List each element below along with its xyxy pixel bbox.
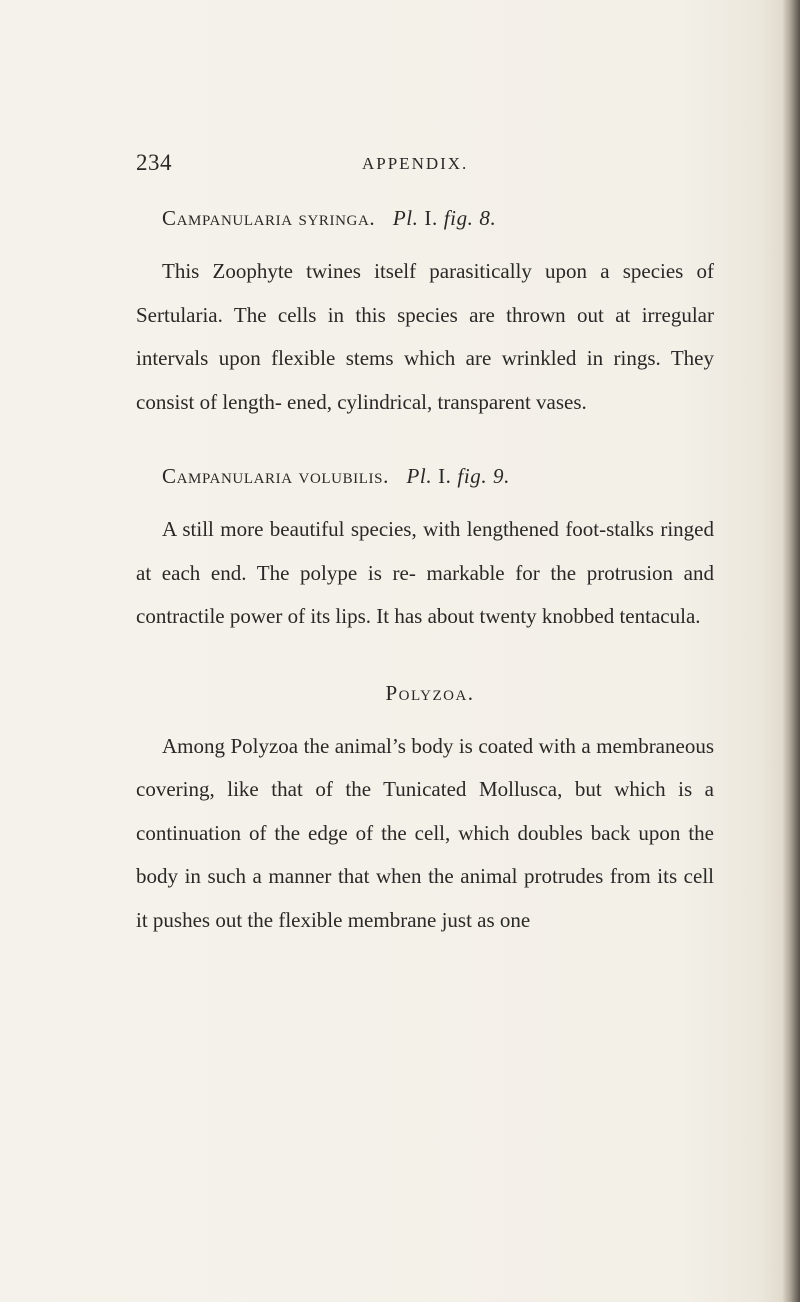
section-body-campanularia-syringa: This Zoophyte twines itself parasitically upon a species of Sertularia. The cells in this species are thrown out at irregular intervals upon flexible stems which are wrinkled in rings. They consist of length- ened, cylindrical, transparent vases.	[136, 259, 714, 414]
running-title: APPENDIX.	[362, 154, 469, 173]
page-binding-shadow	[782, 0, 800, 1302]
plate-ref-numeral: I.	[438, 464, 452, 488]
plate-ref-prefix: Pl.	[406, 464, 433, 488]
species-name: Campanularia volubilis.	[162, 464, 389, 488]
page-number: 234	[136, 150, 172, 175]
section-heading-campanularia-syringa	[136, 200, 714, 236]
species-name: Campanularia syringa.	[162, 206, 376, 230]
section-body-campanularia-volubilis: A still more beautiful species, with lengthened foot-stalks ringed at each end. The polype is re- markable for the protrusion and contractile power of its lips. It has about twenty knobbed tentacula.	[136, 517, 714, 628]
section-body-polyzoa: Among Polyzoa the animal’s body is coated with a membraneous covering, like that of the Tunicated Mollusca, but which is a continuation of the edge of the cell, which doubles back upon the body in such a manner that when the animal protrudes from its cell it pushes out the flexible membrane just as one	[136, 733, 714, 932]
figure-ref: fig. 9.	[457, 464, 511, 488]
section-heading-polyzoa: Polyzoa.	[385, 680, 475, 705]
plate-ref-prefix: Pl.	[392, 206, 419, 230]
page-content	[136, 200, 714, 942]
running-head	[136, 150, 696, 184]
section-heading-campanularia-volubilis	[136, 458, 714, 494]
figure-ref: fig. 8.	[443, 206, 497, 230]
plate-ref-numeral: I.	[424, 206, 438, 230]
